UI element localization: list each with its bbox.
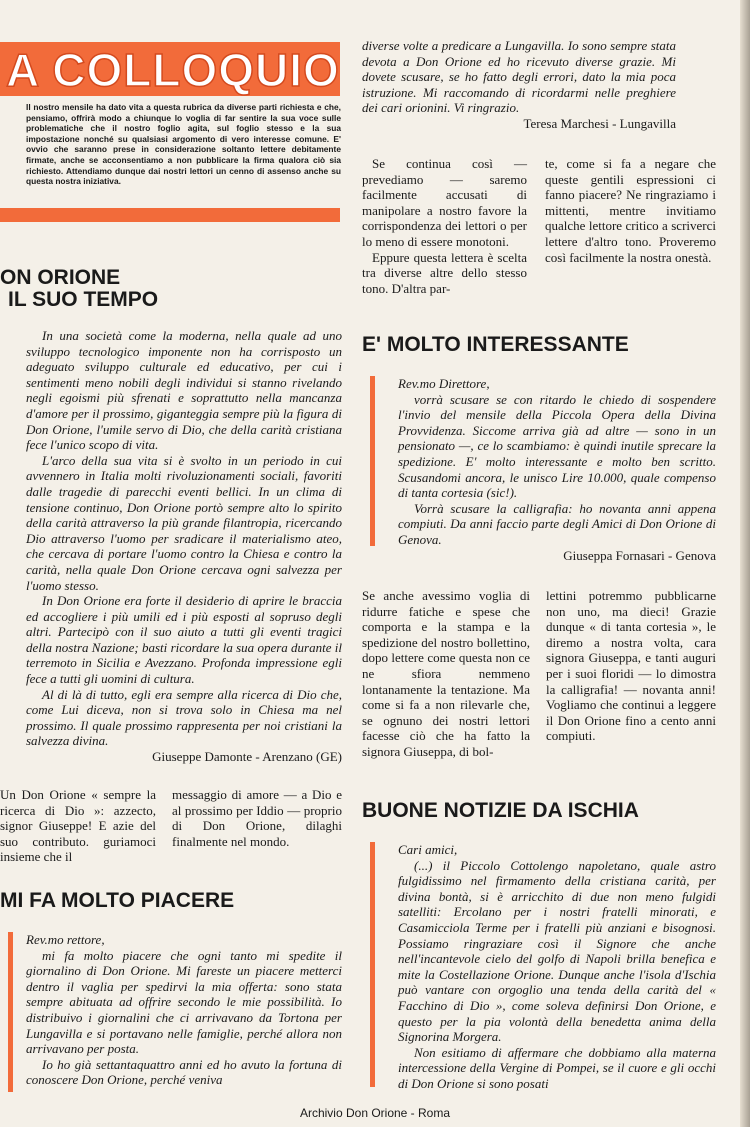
article1-paragraph: In una società come la moderna, nella quale ad uno sviluppo tecnologico imponente non ha corrisposto un adeguato sviluppo culturale ed educativo, per cui i sentimenti meno nobili degli individui si stanno rivelando negli egoismi più sfrenati e soprattutto nella mancanza d'amore per il prossimo, giganteggia sempre più la figura di Don Orione, l'umile servo di Dio, che della carità cristiana fece l'unico scopo di vita. <box>26 328 342 453</box>
article2-letter <box>26 932 342 1088</box>
article3-accent-bar <box>370 376 375 546</box>
article3-salutation: Rev.mo Direttore, <box>398 376 490 391</box>
page-title: A COLLOQUIO <box>6 44 340 96</box>
article1-paragraph: Al di là di tutto, egli era sempre alla ricerca di Dio che, come Lui diceva, non si trova solo in Chiesa ma nel prossimo. Il quale prossimo rappresenta per noi cristiani la salvezza divina. <box>26 686 342 749</box>
article1-paragraph: In Don Orione era forte il desiderio di aprire le braccia ed accogliere i più umili ed i più esposti al sopruso degli altri. Partecipò con il suo aiuto a tutti gli eventi tragici della nostra Nazione; basti ricordare la sua opera durante il terremoto in Sicilia e Avezzano. Profonda impressione egli fece a tutti gli uomini di cultura. <box>26 593 342 687</box>
article3-reply-left: Se anche avessimo voglia di ridurre fatiche e spese che comporta e la stampa e la spedizione del nostro bollettino, dopo lettere come questa non ce ne sfiora nemmeno lontanamente la tentazione. Ma come si fa a non rilevarle che, se ognuno dei nostri lettori facesse ciò che ha fatto la signora Giuseppa, di bol- <box>362 588 530 759</box>
article4-accent-bar <box>370 842 375 1087</box>
article2-signature: Teresa Marchesi - Lungavilla <box>523 115 676 131</box>
article2-accent-bar <box>8 932 13 1092</box>
article2-reply-left: Se continua così — prevediamo — saremo facilmente accusati di manipolare a nostro favore la corrispondenza dei lettori o per lo meno di essere monotoni. Eppure questa lettera è scelta tra diverse altre dello stesso tono. D'altra par- <box>362 156 527 296</box>
article1-signature: Giuseppe Damonte - Arenzano (GE) <box>152 749 342 765</box>
article3-paragraph: vorrà scusare se con ritardo le chiedo di sospendere l'invio del mensile della Piccola Opera della Divina Provvidenza. Siccome arriva già ad altre — sono in un pensionato —, ce lo scambiamo: è quindi inutile sprecare la spedizione. E' molto interessante e molto ben scritto. Scusandomi ancora, le unisco Lire 10.000, quale compenso di tanta cortesia (sic!). <box>398 391 716 501</box>
article2-salutation: Rev.mo rettore, <box>26 932 105 947</box>
article2-reply-right: te, come si fa a negare che queste gentili espressioni ci fanno piacere? Ne ringraziamo i mittenti, mentre invitiamo qualche lettore critico a scriverci lettere d'altro tono. Proveremo così facilmente la nostra onestà. <box>545 156 716 265</box>
article3-paragraph: Vorrà scusare la calligrafia: ho novanta anni appena compiuti. Da anni faccio parte degli Amici di Don Orione di Genova. <box>398 500 716 547</box>
archive-credit: Archivio Don Orione - Roma <box>299 1106 451 1120</box>
article4-letter <box>398 842 716 1092</box>
article4-title: BUONE NOTIZIE DA ISCHIA <box>362 799 639 822</box>
article1-reply-left: Un Don Orione « sempre la ricerca di Dio »: azzecto, signor Giuseppe! E azie del suo contributo. guriamoci insieme che il <box>0 787 156 865</box>
intro-text: Il nostro mensile ha dato vita a questa rubrica da diverse parti richiesta e che, pensiamo, offrirà modo a chiunque lo voglia di far sentire la sua voce sulle problematiche che il nostro foglio agita, sul foglio stesso e la sua impostazione nonché su qualsiasi argomento di vero interesse comune. E' ovvio che saranno prese in considerazione soltanto lettere debitamente firmate, anche se acconsentiamo a non pubblicare la firma qualora ciò sia richiesto. Attendiamo dunque dai nostri lettori un cenno di assenso anche su questa nostra iniziativa. <box>26 102 341 187</box>
article2-continuation: diverse volte a predicare a Lungavilla. Io sono sempre stata devota a Don Orione ed ho ricevuto diverse grazie. Mi dovete scusare, se ho fatto degli errori, dato la mia poca istruzione. Mi raccomando di ricordarmi nelle preghiere dei cari orionini. Vi ringrazio. Teresa Marchesi - Lungavilla <box>362 38 676 131</box>
article1-paragraph: L'arco della sua vita si è svolto in un periodo in cui avvennero in Italia molti rivoluzionamenti sociali, favoriti dalle tragedie di parecchi eventi bellici. In un clima di tensione continuo, Don Orione portò sempre alto lo spirito della carità attraverso la più grande filantropia, ricercando Dio attraverso l'uomo per sradicare il materialismo ateo, che cercava di portare l'uomo contro la Chiesa e contro la carità, nella quale Don Orione cercava ogni salvezza per l'uomo stesso. <box>26 452 342 593</box>
article2-paragraph: mi fa molto piacere che ogni tanto mi spedite il giornalino di Don Orione. Mi fareste un piacere metterci dentro il vaglia per spedirvi la mia offerta: sono stata sempre abituata ad offrire secondo le mie possibilità. Io distribuivo i giornalini che ci arrivavano da Tortona per Lungavilla e si portavano nelle famiglie, perché allora non arrivavano per posta. <box>26 947 342 1057</box>
article4-paragraph: (...) il Piccolo Cottolengo napoletano, quale astro fulgidissimo nel firmamento della cristiana carità, per divina bontà, si è arricchito di due non meno fulgidi satelliti: Ercolano per i nostri fratelli minorati, e Casamicciola Terme per i fratelli più anziani e bisognosi. Possiamo ringraziare così il Signore che anche nell'incantevole cielo del golfo di Napoli brilla benefica e mite la Costellazione Orione. Dunque anche l'isola d'Ischia può vantare con orgoglio una tenda della carità del « Facchino di Dio », come soleva definirsi Don Orione, e questo per la pia volontà della benedetta anima della Signorina Morgera. <box>398 857 716 1045</box>
article2-paragraph: Io ho già settantaquattro anni ed ho avuto la fortuna di conoscere Don Orione, perché veniva <box>26 1056 342 1088</box>
article3-reply-right: lettini potremmo pubblicarne non uno, ma dieci! Grazie dunque « di tanta cortesia », le diremo a nostra volta, cara signora Giuseppa, e tanti auguri per i suoi floridi — lo dimostra la calligrafia! — novanta anni! Vogliamo che continui a leggere il Don Orione fino a cento anni compiuti. <box>546 588 716 744</box>
article2-title: MI FA MOLTO PIACERE <box>0 889 235 912</box>
article1-reply-right: messaggio di amore — a Dio e al prossimo per Iddio — proprio di Don Orione, dilaghi finalmente nel mondo. <box>172 787 342 849</box>
article4-salutation: Cari amici, <box>398 842 458 857</box>
article1-title-line1: ON ORIONE <box>0 266 121 289</box>
page-edge-shadow <box>740 0 750 1127</box>
article4-paragraph: Non esitiamo di affermare che dobbiamo alla materna intercessione della Vergine di Pompei, se il cuore e gli occhi di Don Orione si sono posati <box>398 1044 716 1091</box>
article1-title-line2: IL SUO TEMPO <box>8 288 159 311</box>
article3-title: E' MOLTO INTERESSANTE <box>362 333 629 356</box>
article1-letter <box>26 328 342 765</box>
orange-divider <box>0 208 340 222</box>
article3-letter <box>398 376 716 564</box>
article3-signature: Giuseppa Fornasari - Genova <box>563 547 716 563</box>
